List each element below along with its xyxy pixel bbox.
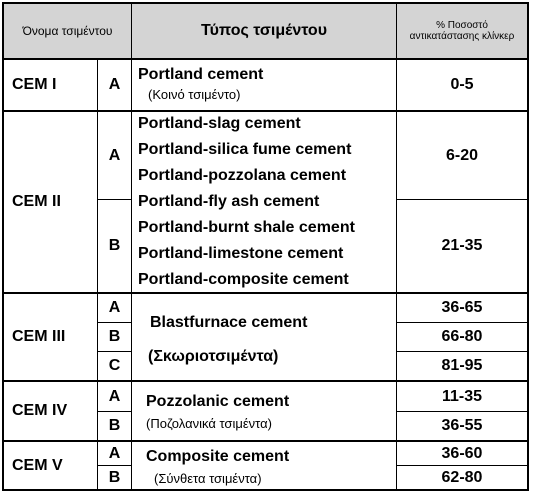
cem3-sub-b — [98, 323, 132, 352]
cem2-sub-a — [98, 112, 132, 200]
cem4-pct-b — [397, 412, 527, 442]
cem2-type-composite: Portland-composite cement — [138, 271, 349, 288]
cem1-pct — [397, 60, 527, 112]
cem2-name-text: CEM II — [12, 193, 61, 210]
cem1-type-text: Portland cement — [138, 66, 264, 83]
cem3-pct-a — [397, 294, 527, 323]
cem2-pct-a — [397, 112, 527, 200]
cem3-type — [132, 294, 397, 382]
cem2-type-slag: Portland-slag cement — [138, 115, 301, 132]
cem4-type-greek: (Ποζολανικά τσιμέντα) — [146, 416, 272, 431]
cem5-type-text: Composite cement — [146, 448, 290, 465]
cem4-type-text: Pozzolanic cement — [146, 393, 290, 410]
cem2-name — [4, 112, 98, 294]
cem3-sub-b-text: B — [108, 328, 121, 345]
cem4-pct-b-text: 36-55 — [441, 417, 483, 434]
cem2-sub-b — [98, 200, 132, 294]
cem3-pct-b — [397, 323, 527, 352]
cem1-sub-text: A — [108, 76, 121, 93]
cem4-type — [132, 382, 397, 442]
cem2-pct-a-text: 6-20 — [445, 146, 479, 164]
header-cement-name — [4, 4, 132, 60]
cem4-sub-b-text: B — [108, 417, 121, 434]
cem5-pct-a — [397, 442, 527, 466]
cem5-sub-b — [98, 466, 132, 489]
cem2-types — [132, 112, 397, 294]
cem1-name-text: CEM I — [12, 76, 57, 93]
cem3-name-text: CEM III — [12, 328, 66, 345]
cem3-type-text: Blastfurnace cement — [150, 314, 308, 331]
header-cement-type — [132, 4, 397, 60]
cem5-pct-b-text: 62-80 — [441, 468, 483, 486]
cem1-type — [132, 60, 397, 112]
cem3-sub-c-text: C — [108, 357, 121, 374]
cem5-sub-a-text: A — [108, 444, 121, 462]
header-clinker-replacement-text: % Ποσοστό αντικατάστασης κλίνκερ — [409, 20, 515, 42]
cem4-pct-a-text: 11-35 — [441, 387, 483, 405]
cem5-sub-b-text: B — [108, 468, 121, 486]
cem2-type-fly-ash: Portland-fly ash cement — [138, 193, 320, 210]
cem2-pct-b-text: 21-35 — [441, 237, 483, 254]
cem2-pct-b — [397, 200, 527, 294]
cem3-sub-c — [98, 352, 132, 382]
cem2-sub-b-text: B — [108, 237, 121, 254]
cem5-name-text: CEM V — [12, 456, 63, 474]
cem4-name — [4, 382, 98, 442]
cem3-type-greek: (Σκωριοτσιμέντα) — [148, 348, 279, 365]
cem4-name-text: CEM IV — [12, 402, 68, 419]
cem1-type-greek: (Κοινό τσιμέντο) — [148, 87, 241, 102]
cem3-pct-c — [397, 352, 527, 382]
cem4-sub-a-text: A — [108, 387, 121, 405]
cem1-sub — [98, 60, 132, 112]
cem2-type-pozzolana: Portland-pozzolana cement — [138, 167, 347, 184]
header-clinker-replacement — [397, 4, 527, 60]
cem3-sub-a-text: A — [108, 299, 121, 316]
cem5-type-greek: (Σύνθετα τσιμέντα) — [154, 471, 262, 486]
cem4-pct-a — [397, 382, 527, 412]
cem2-type-silica-fume: Portland-silica fume cement — [138, 141, 352, 158]
cem3-sub-a — [98, 294, 132, 323]
cem2-type-burnt-shale: Portland-burnt shale cement — [138, 219, 355, 236]
cem4-sub-a — [98, 382, 132, 412]
cem4-sub-b — [98, 412, 132, 442]
cem2-type-limestone: Portland-limestone cement — [138, 245, 344, 262]
cem5-name — [4, 442, 98, 489]
cem5-type — [132, 442, 397, 489]
cem5-sub-a — [98, 442, 132, 466]
cem1-name — [4, 60, 98, 112]
cem5-pct-b — [397, 466, 527, 489]
cem2-sub-a-text: A — [108, 146, 121, 164]
cem5-pct-a-text: 36-60 — [441, 444, 483, 462]
header-cement-name-text: Όνομα τσιμέντου — [22, 24, 113, 38]
cem3-name — [4, 294, 98, 382]
header-cement-type-text: Τύπος τσιμέντου — [200, 22, 327, 39]
cement-types-table — [2, 2, 529, 491]
cem3-pct-a-text: 36-65 — [441, 299, 483, 316]
cem1-pct-text: 0-5 — [450, 76, 474, 93]
cem3-pct-b-text: 66-80 — [441, 328, 483, 345]
cem3-pct-c-text: 81-95 — [441, 357, 483, 374]
